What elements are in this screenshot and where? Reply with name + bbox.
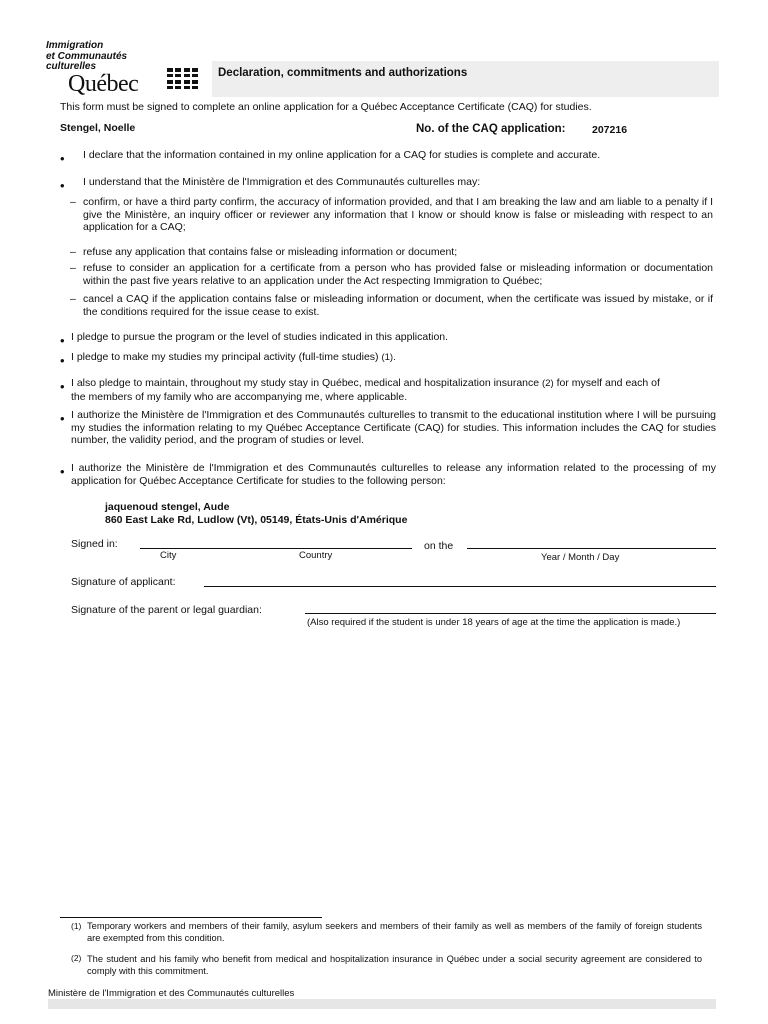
recipient-name: jaquenoud stengel, Aude (105, 501, 230, 513)
footnote-separator (60, 917, 322, 918)
statement-insurance (71, 377, 716, 403)
logo-quebec: Québec (68, 71, 139, 97)
recipient-block (105, 501, 407, 527)
statement-release-information: I authorize the Ministère de l'Immigration et des Communautés culturelles to release any information related to the processing of my application for Québec Acceptance Certificate for studies to the following person: (71, 462, 716, 487)
bullet-icon: • (60, 464, 65, 479)
footnote-ref-1: (1). (381, 352, 396, 363)
dash-marker: – (70, 293, 76, 305)
bullet-icon: • (60, 411, 65, 426)
dash-marker: – (70, 196, 76, 208)
statement-insurance-text-b: for myself and each of (556, 377, 660, 389)
statement-insurance-text-c: the members of my family who are accompanying me, where applicable. (71, 390, 408, 403)
form-title: Declaration, commitments and authorizations (218, 67, 468, 79)
guardian-note: (Also required if the student is under 18 years of age at the time the application is made.) (307, 617, 681, 628)
recipient-address: 860 East Lake Rd, Ludlow (Vt), 05149, États-Unis d'Amérique (105, 514, 408, 526)
bullet-icon: • (60, 151, 65, 166)
footnote-2-number: (2) (71, 953, 82, 963)
footer-band (48, 999, 716, 1009)
caq-number-label: No. of the CAQ application: (416, 123, 566, 135)
footer-ministry: Ministère de l'Immigration et des Communautés culturelles (48, 988, 295, 999)
guardian-signature-field[interactable] (305, 613, 716, 614)
on-the-label: on the (424, 540, 454, 552)
date-field[interactable] (467, 548, 716, 549)
statement-principal-activity-text: I pledge to make my studies my principal activity (full-time studies) (71, 351, 379, 363)
sub-refuse-consider: refuse to consider an application for a certificate from a person who has provided false or misleading information or documentation within the past five years relative to an application under the Act respecting Immigration to Québec; (83, 262, 713, 287)
footnote-2-text: The student and his family who benefit from medical and hospitalization insurance in Québec under a social security agreement are considered to comply with this commitment. (87, 954, 702, 976)
statement-transmit-institution: I authorize the Ministère de l'Immigration et des Communautés culturelles to transmit to the educational institution where I will be pursuing my studies the information relating to my Québec Acceptance Certificate (CAQ) for studies. This information includes the CAQ for studies number, the validity period, and the program of studies or level. (71, 409, 716, 446)
date-format-label: Year / Month / Day (541, 552, 620, 563)
statement-ministere-may: I understand that the Ministère de l'Immigration et des Communautés culturelles may: (83, 176, 481, 188)
bullet-icon: • (60, 178, 65, 193)
signed-in-label: Signed in: (71, 538, 118, 550)
guardian-signature-label: Signature of the parent or legal guardian: (71, 604, 262, 616)
logo-line-2: et Communautés (46, 50, 128, 62)
sub-confirm-accuracy: confirm, or have a third party confirm, the accuracy of information provided, and that I am breaking the law and am liable to a penalty if I give the Ministère, an inquiry officer or reviewer any information that I know or should know is false or misleading with respect to an application for a CAQ; (83, 196, 713, 233)
dash-marker: – (70, 246, 76, 258)
bullet-icon: • (60, 333, 65, 348)
logo-organization (46, 41, 127, 73)
footnote-1-text: Temporary workers and members of their family, asylum seekers and members of their family as well as members of the family of foreign students are exempted from this condition. (87, 921, 702, 943)
statement-principal-activity (71, 351, 716, 365)
logo-line-3: culturelles (46, 61, 97, 72)
bullet-icon: • (60, 379, 65, 394)
logo-line-1: Immigration (46, 40, 104, 51)
statement-accuracy: I declare that the information contained in my online application for a CAQ for studies is complete and accurate. (83, 149, 601, 161)
sub-cancel-caq: cancel a CAQ if the application contains false or misleading information or document, when the certificate was issued by mistake, or if the conditions required for the issue cease to exist. (83, 293, 713, 318)
dash-marker: – (70, 262, 76, 274)
applicant-signature-label: Signature of applicant: (71, 576, 176, 588)
statement-pursue-program: I pledge to pursue the program or the level of studies indicated in this application. (71, 331, 449, 343)
city-label: City (160, 550, 177, 561)
applicant-name: Stengel, Noelle (60, 122, 136, 134)
footnote-ref-2: (2) (542, 378, 554, 389)
sub-refuse-application: refuse any application that contains false or misleading information or document; (83, 246, 458, 258)
statement-insurance-text-a: I also pledge to maintain, throughout my study stay in Québec, medical and hospitalization insurance (71, 377, 540, 389)
footnote-1-number: (1) (71, 921, 82, 931)
intro-text: This form must be signed to complete an online application for a Québec Acceptance Certificate (CAQ) for studies. (60, 101, 592, 113)
applicant-signature-field[interactable] (204, 586, 716, 587)
bullet-icon: • (60, 353, 65, 368)
caq-number-value: 207216 (592, 124, 628, 136)
country-label: Country (299, 550, 333, 561)
signed-in-field[interactable] (140, 548, 412, 549)
